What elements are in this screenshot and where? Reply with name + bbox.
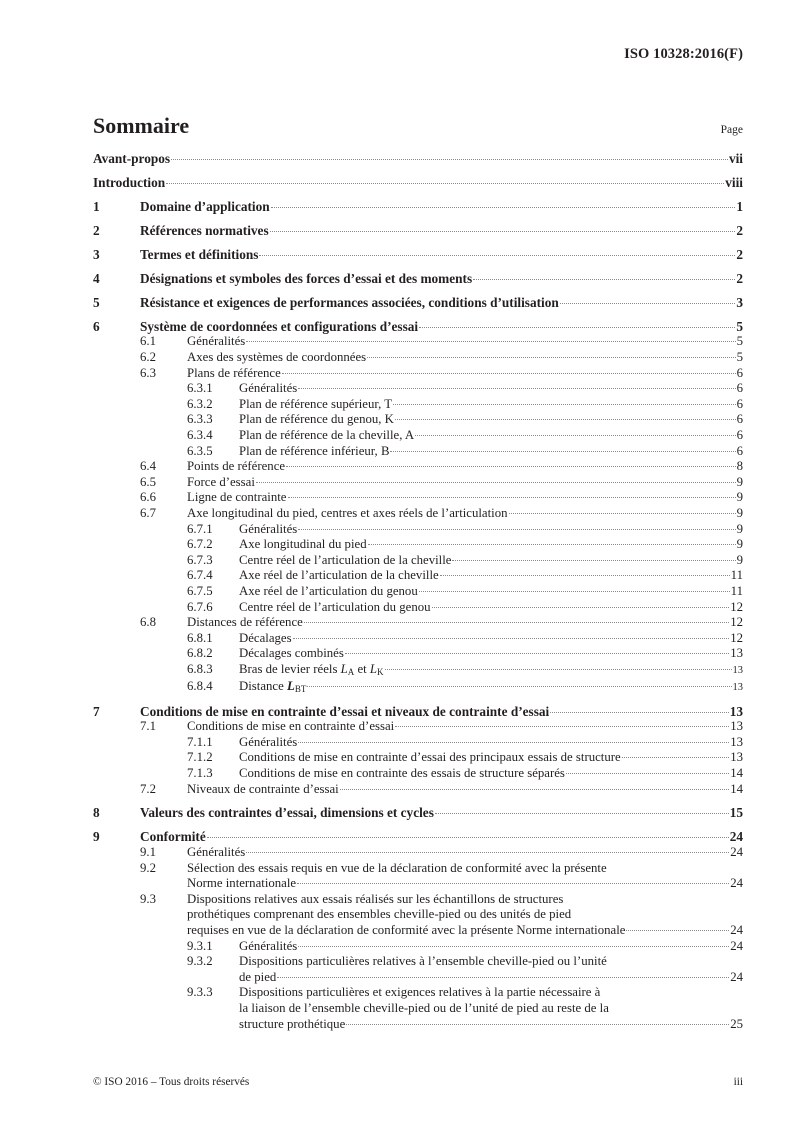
toc-entry-number: 6.7.4 xyxy=(187,568,213,583)
toc-entry[interactable] xyxy=(93,719,743,735)
toc-entry-title: Axe réel de l’articulation de la cheville xyxy=(239,568,439,583)
toc-entry[interactable] xyxy=(93,829,743,845)
dot-leader xyxy=(419,591,730,592)
toc-entry[interactable] xyxy=(93,199,743,215)
toc-entry-title: Niveaux de contrainte d’essai xyxy=(187,781,339,796)
dot-leader xyxy=(298,742,729,743)
toc-entry-number: 3 xyxy=(93,246,100,262)
toc-entry-title: Généralités xyxy=(239,381,298,396)
toc-entry-title-line: Norme internationale xyxy=(187,876,297,891)
dot-leader xyxy=(259,255,735,256)
dot-leader xyxy=(509,513,736,514)
toc-entry-number: 6.7.1 xyxy=(187,521,213,536)
toc-entry-page: 9 xyxy=(736,506,743,521)
dot-leader xyxy=(368,544,736,545)
toc-entry-page: 6 xyxy=(736,381,743,396)
toc-entry-page: 11 xyxy=(730,568,743,583)
toc-entry-page: 9 xyxy=(736,537,743,552)
toc-entry[interactable] xyxy=(93,397,743,413)
dot-leader xyxy=(419,327,735,328)
dot-leader xyxy=(166,183,724,184)
toc-entry-title: Force d’essai xyxy=(187,474,255,489)
toc-entry-number: 6.8.1 xyxy=(187,630,213,645)
toc-entry-page: 2 xyxy=(736,270,743,286)
dot-leader xyxy=(432,607,730,608)
toc-entry[interactable] xyxy=(93,247,743,263)
toc-entry[interactable] xyxy=(93,522,743,538)
toc-entry[interactable] xyxy=(93,782,743,798)
toc-entry-number: 6.8 xyxy=(140,615,156,630)
toc-entry[interactable] xyxy=(93,334,743,350)
dot-leader xyxy=(560,303,736,304)
toc-entry-title: Plan de référence de la cheville, A xyxy=(239,428,415,443)
toc-entry-title: Axe réel de l’articulation du genou xyxy=(239,583,418,598)
dot-leader xyxy=(385,669,732,670)
toc-entry-page: 11 xyxy=(730,583,743,598)
toc-entry[interactable] xyxy=(93,985,743,1032)
toc-entry-page: 13 xyxy=(730,646,743,661)
toc-entry-page: 13 xyxy=(730,750,743,765)
toc-entry-number: 6.7.6 xyxy=(187,599,213,614)
toc-entry-title: Axe longitudinal du pied xyxy=(239,537,367,552)
dot-leader xyxy=(340,789,729,790)
toc-title-row xyxy=(93,113,743,139)
toc-entry[interactable] xyxy=(93,892,743,939)
dot-leader xyxy=(550,712,728,713)
toc-entry-title: Plans de référence xyxy=(187,365,281,380)
toc-entry-number: 6.8.2 xyxy=(187,646,213,661)
toc-entry-title: Distance $L_{BT}$ xyxy=(239,678,307,694)
toc-entry-number: 7.1 xyxy=(140,719,156,734)
toc-entry-page: 1 xyxy=(736,198,743,214)
dot-leader xyxy=(271,207,736,208)
toc-entry-number: 4 xyxy=(93,270,100,286)
toc-entry-title: Généralités xyxy=(239,938,298,953)
toc-entry-number: 2 xyxy=(93,222,100,238)
toc-entry-number: 6.4 xyxy=(140,459,156,474)
dot-leader xyxy=(345,653,729,654)
toc-entry-number: 9.1 xyxy=(140,845,156,860)
toc-entry[interactable] xyxy=(93,537,743,553)
toc-entry-page: 24 xyxy=(730,876,743,891)
toc-entry[interactable] xyxy=(93,861,743,892)
page-title: Sommaire xyxy=(93,113,190,138)
toc-entry-title: Centre réel de l’articulation du genou xyxy=(239,599,431,614)
toc-entry[interactable] xyxy=(93,615,743,631)
toc-entry-title-line: Dispositions particulières relatives à l’ensemble cheville-pied ou l’unité xyxy=(239,954,607,969)
toc-entry-title: Généralités xyxy=(187,334,246,349)
toc-entry-title-line: prothétiques comprenant des ensembles cheville-pied ou des unités de pied xyxy=(187,907,572,922)
toc-entry-title: Système de coordonnées et configurations d’essai xyxy=(140,318,419,334)
toc-entry-page: 9 xyxy=(736,552,743,567)
toc-entry-number: 1 xyxy=(93,198,100,214)
toc-entry-number: 9.3 xyxy=(140,891,156,906)
toc-entry-number: 6.7 xyxy=(140,506,156,521)
toc-entry[interactable] xyxy=(93,151,743,167)
dot-leader xyxy=(626,930,729,931)
toc-entry-page: 13 xyxy=(730,719,743,734)
toc-entry-page: vii xyxy=(728,151,743,166)
toc-entry[interactable] xyxy=(93,428,743,444)
toc-entry[interactable] xyxy=(93,845,743,861)
toc-entry-page: 12 xyxy=(730,615,743,630)
toc-entry-number: 6.8.3 xyxy=(187,661,213,676)
toc-entry-page: 15 xyxy=(729,805,743,821)
toc-entry-page: 14 xyxy=(730,781,743,796)
dot-leader xyxy=(395,726,729,727)
toc-entry-number: 9.3.1 xyxy=(187,938,213,953)
toc-entry-title: Termes et définitions xyxy=(140,246,259,262)
toc-entry-title: Valeurs des contraintes d’essai, dimensions et cycles xyxy=(140,805,434,821)
toc-entry-title: Désignations et symboles des forces d’essai et des moments xyxy=(140,270,473,286)
toc-entry[interactable] xyxy=(93,444,743,460)
toc-entry-page: 13 xyxy=(730,734,743,749)
table-of-contents xyxy=(93,151,743,1032)
toc-entry-page: 6 xyxy=(736,412,743,427)
toc-entry-title: Conformité xyxy=(140,829,206,845)
toc-entry-number: 6.3.1 xyxy=(187,381,213,396)
dot-leader xyxy=(367,357,735,358)
dot-leader xyxy=(566,773,729,774)
toc-entry-title-line: Sélection des essais requis en vue de la déclaration de conformité avec la présente xyxy=(187,860,607,875)
dot-leader xyxy=(473,279,735,280)
toc-entry-title: Distances de référence xyxy=(187,615,303,630)
toc-entry-title: Décalages xyxy=(239,630,292,645)
toc-entry[interactable] xyxy=(93,271,743,287)
toc-entry-title: Conditions de mise en contrainte des essais de structure séparés xyxy=(239,765,565,780)
dot-leader xyxy=(171,159,728,160)
dot-leader xyxy=(415,435,735,436)
dot-leader xyxy=(277,977,729,978)
toc-entry-title: Conditions de mise en contrainte d’essai et niveaux de contrainte d’essai xyxy=(140,703,550,719)
toc-entry[interactable] xyxy=(93,295,743,311)
toc-entry-title: Généralités xyxy=(239,521,298,536)
toc-entry-title: Conditions de mise en contrainte d’essai xyxy=(187,719,395,734)
dot-leader xyxy=(298,946,729,947)
dot-leader xyxy=(390,451,735,452)
dot-leader xyxy=(246,852,729,853)
toc-entry-title: Avant-propos xyxy=(93,151,171,166)
toc-entry-title: Axe longitudinal du pied, centres et axes réels de l’articulation xyxy=(187,506,508,521)
toc-entry-title: Ligne de contrainte xyxy=(187,490,287,505)
toc-entry[interactable] xyxy=(93,459,743,475)
toc-entry[interactable] xyxy=(93,175,743,191)
toc-entry-number: 5 xyxy=(93,294,100,310)
toc-entry[interactable] xyxy=(93,805,743,821)
toc-entry-number: 6.7.3 xyxy=(187,552,213,567)
toc-entry-number: 7.2 xyxy=(140,781,156,796)
toc-entry-number: 8 xyxy=(93,805,100,821)
dot-leader xyxy=(435,813,729,814)
toc-entry-number: 7.1.1 xyxy=(187,734,213,749)
page-column-label: Page xyxy=(720,124,743,136)
toc-entry-page: 2 xyxy=(736,222,743,238)
dot-leader xyxy=(293,638,730,639)
toc-entry[interactable] xyxy=(93,584,743,600)
toc-entry-page: 13 xyxy=(732,664,743,676)
toc-entry-page: 13 xyxy=(732,681,743,693)
toc-entry-number: 6.3.4 xyxy=(187,428,213,443)
toc-entry-page: viii xyxy=(725,174,743,190)
toc-entry-number: 6.8.4 xyxy=(187,678,213,693)
toc-entry-page: 13 xyxy=(729,703,743,719)
toc-entry-title-line: Dispositions particulières et exigences relatives à la partie nécessaire à xyxy=(239,985,601,1000)
toc-entry-page: 24 xyxy=(730,938,743,953)
toc-entry-number: 6.7.2 xyxy=(187,537,213,552)
toc-entry[interactable] xyxy=(93,381,743,397)
toc-entry-number: 6.3.5 xyxy=(187,443,213,458)
toc-entry-number: 9.3.2 xyxy=(187,954,213,969)
toc-entry-page: 25 xyxy=(730,1016,743,1031)
toc-entry-title: Centre réel de l’articulation de la cheville xyxy=(239,552,452,567)
toc-entry-title: Références normatives xyxy=(140,222,269,238)
toc-entry[interactable] xyxy=(93,954,743,985)
page-number: iii xyxy=(733,1076,743,1088)
toc-entry-title-line: requises en vue de la déclaration de conformité avec la présente Norme internationale xyxy=(187,923,626,938)
toc-entry-page: 6 xyxy=(736,428,743,443)
toc-entry-page: 6 xyxy=(736,365,743,380)
toc-entry[interactable] xyxy=(93,735,743,751)
toc-entry-number: 6.3.3 xyxy=(187,412,213,427)
toc-entry[interactable] xyxy=(93,704,743,720)
toc-entry-title-line: la liaison de l’ensemble cheville-pied ou de l’unité de pied au reste de la xyxy=(239,1001,609,1015)
dot-leader xyxy=(288,497,736,498)
toc-entry[interactable] xyxy=(93,750,743,766)
toc-entry-title-line: de pied xyxy=(239,969,277,984)
dot-leader xyxy=(207,837,729,838)
toc-entry-page: 6 xyxy=(736,443,743,458)
toc-entry-title-line: Dispositions relatives aux essais réalisés sur les échantillons de structures xyxy=(187,891,564,906)
toc-entry-title: Décalages combinés xyxy=(239,646,344,661)
toc-entry-title: Conditions de mise en contrainte d’essai des principaux essais de structure xyxy=(239,750,621,765)
toc-entry[interactable] xyxy=(93,631,743,647)
copyright-notice: © ISO 2016 – Tous droits réservés xyxy=(93,1076,250,1088)
dot-leader xyxy=(307,686,731,687)
toc-entry-page: 6 xyxy=(736,396,743,411)
dot-leader xyxy=(256,482,736,483)
dot-leader xyxy=(440,575,730,576)
dot-leader xyxy=(297,883,729,884)
toc-entry-number: 6.6 xyxy=(140,490,156,505)
toc-entry[interactable] xyxy=(93,766,743,782)
toc-entry-title: Domaine d’application xyxy=(140,198,270,214)
dot-leader xyxy=(246,341,735,342)
toc-entry-page: 3 xyxy=(736,294,743,310)
toc-entry-page: 5 xyxy=(736,318,743,334)
toc-entry[interactable] xyxy=(93,490,743,506)
dot-leader xyxy=(286,466,736,467)
toc-entry-title: Plan de référence supérieur, T xyxy=(239,396,393,411)
toc-entry[interactable] xyxy=(93,223,743,239)
dot-leader xyxy=(304,622,729,623)
toc-entry-number: 6 xyxy=(93,318,100,334)
dot-leader xyxy=(270,231,736,232)
toc-entry-number: 6.5 xyxy=(140,474,156,489)
toc-entry-page: 12 xyxy=(730,630,743,645)
toc-entry-number: 7.1.2 xyxy=(187,750,213,765)
toc-entry-page: 24 xyxy=(730,969,743,984)
toc-entry-title: Plan de référence du genou, K xyxy=(239,412,394,427)
toc-entry-title: Introduction xyxy=(93,174,166,190)
dot-leader xyxy=(282,373,736,374)
toc-entry[interactable] xyxy=(93,412,743,428)
toc-entry[interactable] xyxy=(93,679,743,696)
document-id: ISO 10328:2016(F) xyxy=(624,46,743,62)
toc-entry-page: 24 xyxy=(730,923,743,938)
toc-entry-number: 7 xyxy=(93,703,100,719)
toc-entry-page: 5 xyxy=(736,334,743,349)
dot-leader xyxy=(298,388,735,389)
toc-entry-number: 6.3.2 xyxy=(187,396,213,411)
dot-leader xyxy=(393,404,735,405)
toc-entry-number: 9.3.3 xyxy=(187,985,213,1000)
toc-entry-page: 2 xyxy=(736,246,743,262)
toc-entry-page: 24 xyxy=(730,845,743,860)
toc-entry[interactable] xyxy=(93,366,743,382)
toc-entry-title: Généralités xyxy=(187,845,246,860)
toc-entry[interactable] xyxy=(93,662,743,679)
toc-entry-number: 6.2 xyxy=(140,350,156,365)
toc-entry-page: 8 xyxy=(736,459,743,474)
dot-leader xyxy=(452,560,735,561)
toc-entry-page: 12 xyxy=(730,599,743,614)
toc-entry-title: Plan de référence inférieur, B xyxy=(239,443,390,458)
dot-leader xyxy=(346,1024,729,1025)
toc-entry-title: Axes des systèmes de coordonnées xyxy=(187,350,367,365)
toc-entry-number: 6.7.5 xyxy=(187,583,213,598)
toc-entry-page: 5 xyxy=(736,350,743,365)
toc-entry-number: 6.3 xyxy=(140,365,156,380)
toc-entry[interactable] xyxy=(93,475,743,491)
toc-entry[interactable] xyxy=(93,506,743,522)
toc-entry-title: Bras de levier réels $L_A$ et $L_K$ xyxy=(239,661,384,677)
toc-entry[interactable] xyxy=(93,568,743,584)
dot-leader xyxy=(298,529,735,530)
toc-entry[interactable] xyxy=(93,600,743,616)
toc-entry-title: Points de référence xyxy=(187,459,286,474)
toc-entry[interactable] xyxy=(93,646,743,662)
toc-entry-number: 9.2 xyxy=(140,860,156,875)
toc-entry[interactable] xyxy=(93,939,743,955)
toc-entry-page: 9 xyxy=(736,474,743,489)
toc-entry-page: 14 xyxy=(730,765,743,780)
toc-entry-title: Généralités xyxy=(239,734,298,749)
toc-entry-number: 7.1.3 xyxy=(187,765,213,780)
toc-entry-title-line: structure prothétique xyxy=(239,1016,346,1031)
toc-entry-number: 9 xyxy=(93,829,100,845)
dot-leader xyxy=(622,757,730,758)
toc-entry-page: 24 xyxy=(729,829,743,845)
toc-entry-title: Résistance et exigences de performances associées, conditions d’utilisation xyxy=(140,294,559,310)
toc-entry[interactable] xyxy=(93,319,743,335)
dot-leader xyxy=(395,419,736,420)
toc-entry-page: 9 xyxy=(736,521,743,536)
toc-entry[interactable] xyxy=(93,350,743,366)
toc-entry[interactable] xyxy=(93,553,743,569)
toc-entry-page: 9 xyxy=(736,490,743,505)
toc-entry-number: 6.1 xyxy=(140,334,156,349)
